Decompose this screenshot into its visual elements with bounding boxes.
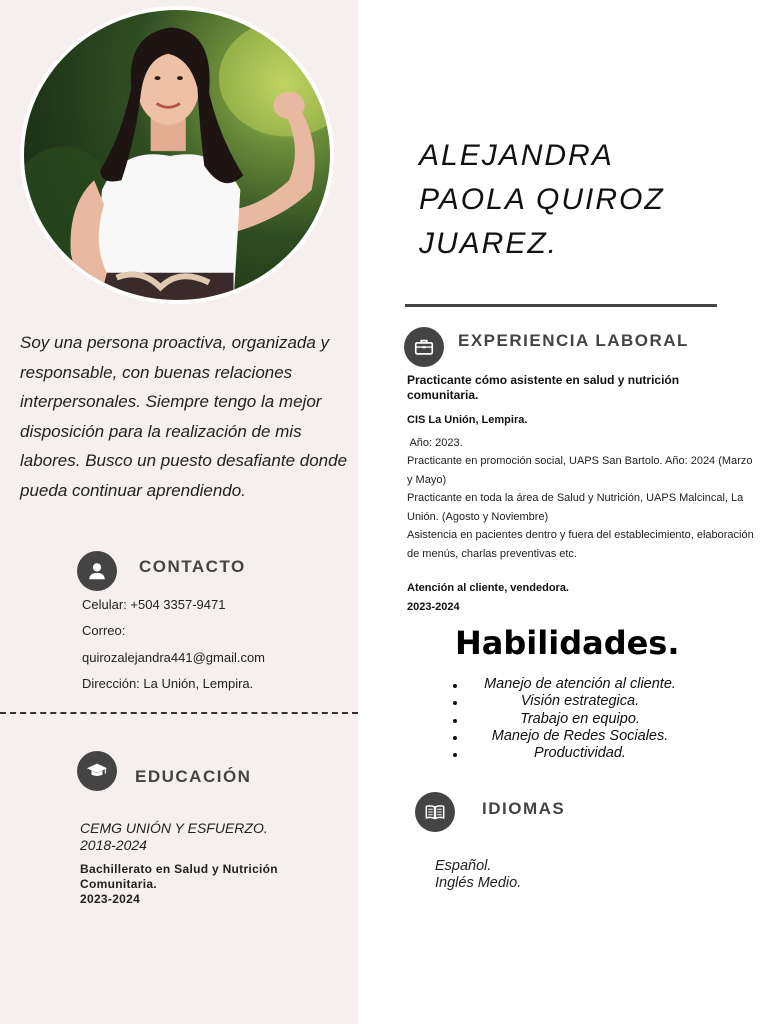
skill-item: Productividad. [452, 745, 708, 762]
job1-title-line2: comunitaria. [407, 388, 479, 402]
job1-title-line1: Practicante cómo asistente en salud y nutrición [407, 373, 680, 387]
contact-phone: Celular: +504 3357-9471 [82, 597, 226, 612]
contact-email: quirozalejandra441@gmail.com [82, 650, 266, 665]
skill-item: Visión estrategica. [452, 693, 708, 710]
skill-item: Manejo de Redes Sociales. [452, 728, 708, 745]
user-icon [77, 551, 117, 591]
graduation-cap-icon [77, 751, 117, 791]
section-divider [0, 712, 358, 714]
skill-item: Trabajo en equipo. [452, 711, 708, 728]
job2-title: Atención al cliente, vendedora. [407, 582, 569, 594]
job1-detail1: Practicante en promoción social, UAPS San Bartolo. Año: 2024 (Marzo y Mayo) [407, 455, 753, 486]
job2-years: 2023-2024 [407, 601, 460, 613]
job1-place: CIS La Unión, Lempira. [407, 414, 528, 426]
skill-item: Manejo de atención al cliente. [452, 676, 708, 693]
contact-address: Dirección: La Unión, Lempira. [82, 676, 254, 691]
experience-title: EXPERIENCIA LABORAL [458, 331, 689, 350]
profile-summary: Soy una persona proactiva, organizada y responsable, con buenas relaciones interpersonales. Siempre tengo la mejor disposición para la realización de mis labores. Busco un puesto desafiante donde pueda continuar aprendiendo. [20, 333, 348, 500]
education-degree-line1: Bachillerato en Salud y Nutrición [80, 862, 278, 876]
education-title: EDUCACIÓN [135, 767, 252, 786]
skills-title: Habilidades. [455, 624, 680, 662]
job1-detail3: Asistencia en pacientes dentro y fuera del establecimiento, elaboración de menús, charlas preventivas etc. [407, 529, 754, 560]
contact-email-label: Correo: [82, 623, 126, 638]
name-line3: JUAREZ. [419, 227, 559, 260]
contact-title: CONTACTO [139, 557, 246, 576]
languages-title: IDIOMAS [482, 799, 566, 818]
name-line2: PAOLA QUIROZ [419, 183, 665, 216]
skills-list [452, 676, 708, 762]
education-degree-line2: Comunitaria. [80, 877, 157, 891]
name-line1: ALEJANDRA [419, 139, 614, 172]
education-degree-years: 2023-2024 [80, 892, 141, 906]
book-icon [415, 792, 455, 832]
job1-year: Año: 2023. [407, 437, 463, 449]
language-item: Inglés Medio. [435, 875, 522, 891]
profile-photo [20, 6, 334, 304]
language-item: Español. [435, 858, 492, 874]
education-school-years: 2018-2024 [80, 837, 147, 853]
briefcase-icon [404, 327, 444, 367]
name-underline [405, 304, 717, 307]
education-school: CEMG UNIÓN Y ESFUERZO. [80, 820, 268, 836]
job1-detail2: Practicante en toda la área de Salud y Nutrición, UAPS Malcincal, La Unión. (Agosto y Noviembre) [407, 492, 744, 523]
